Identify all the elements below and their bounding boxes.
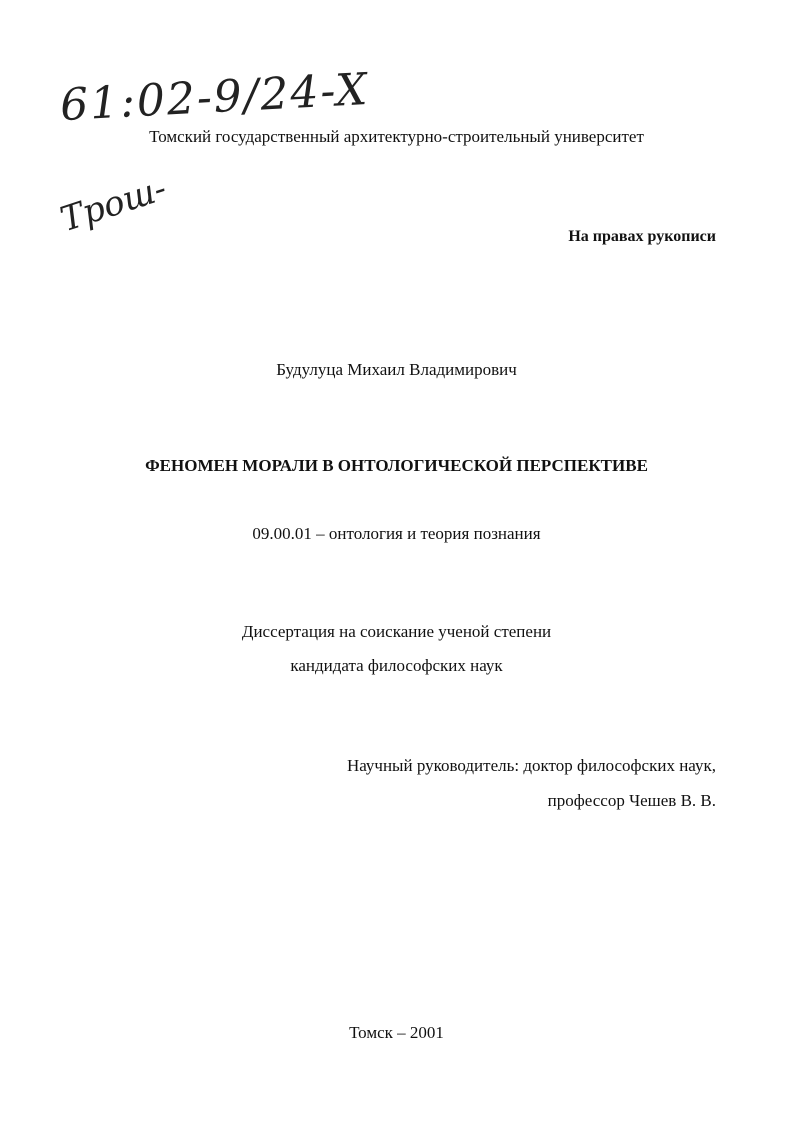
place-year: Томск – 2001 (349, 1023, 444, 1042)
specialty: 09.00.01 – онтология и теория познания (252, 524, 541, 543)
degree-line-1: Диссертация на соискание ученой степени (241, 622, 552, 641)
author-name: Будулуца Михаил Владимирович (276, 360, 517, 379)
supervisor-line-2: профессор Чешев В. В. (547, 791, 716, 810)
handwritten-note: Трош- (55, 168, 172, 240)
dissertation-title: ФЕНОМЕН МОРАЛИ В ОНТОЛОГИЧЕСКОЙ ПЕРСПЕКТИВЕ (145, 456, 648, 475)
handwritten-catalog-number: 61:02-9/24-X (58, 63, 371, 132)
supervisor-line-1: Научный руководитель: доктор философских наук, (346, 756, 716, 775)
degree-line-2: кандидата философских наук (290, 656, 503, 675)
university-name: Томский государственный архитектурно-строительный университет (149, 127, 644, 146)
rights-note: На правах рукописи (568, 228, 716, 245)
